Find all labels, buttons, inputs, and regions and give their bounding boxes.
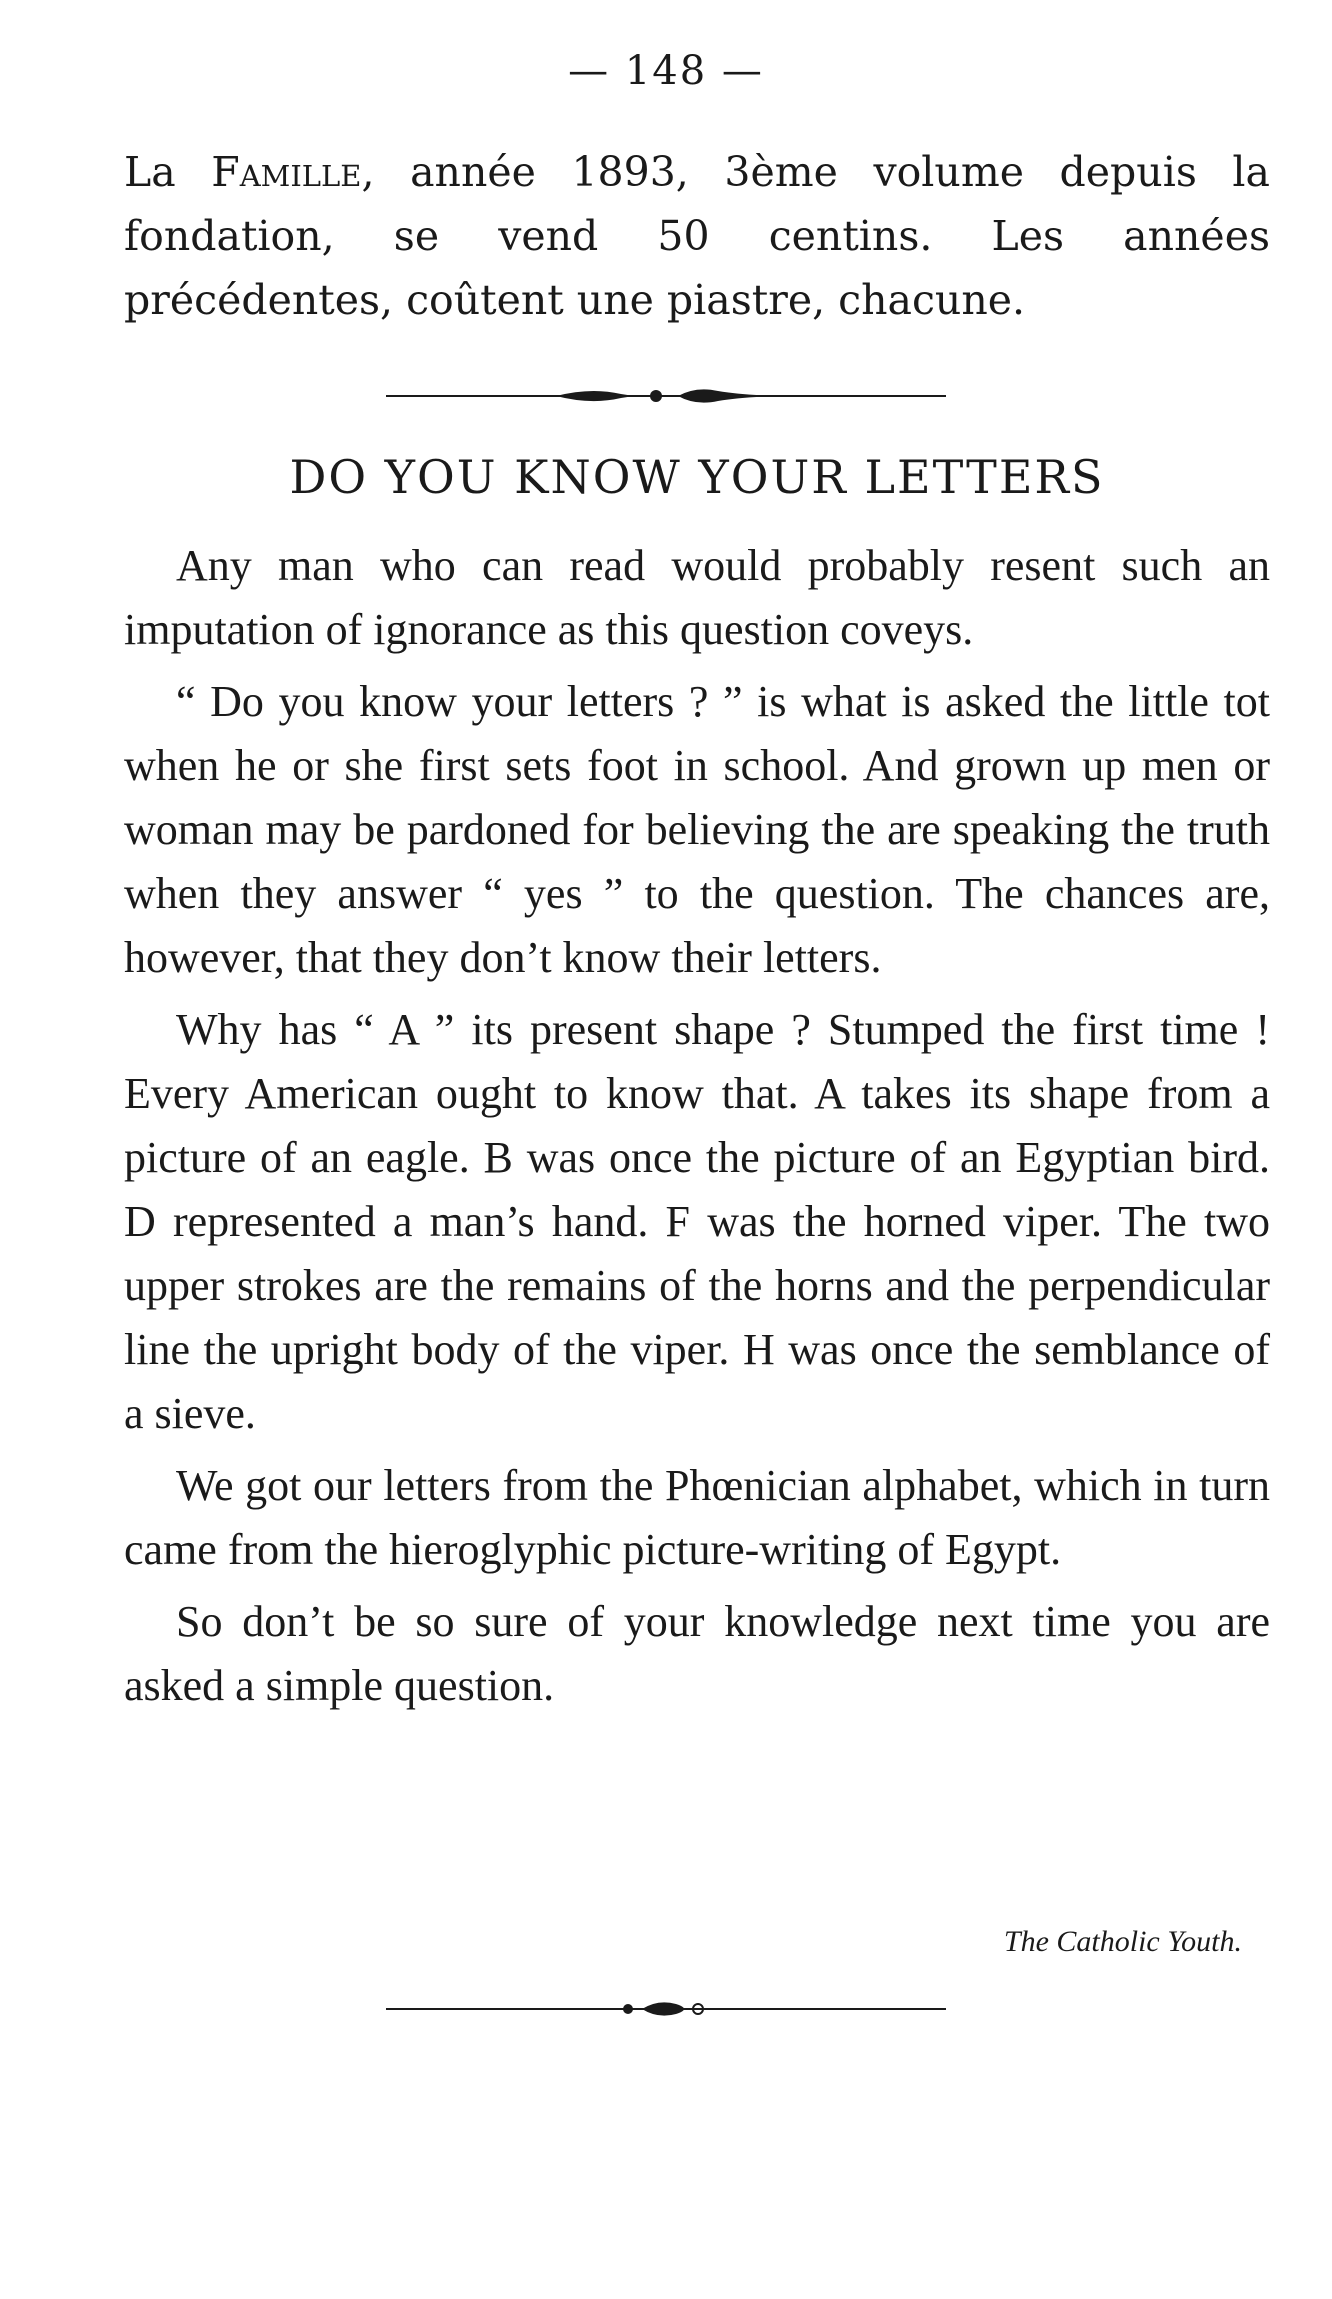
ornament-divider-top (0, 381, 1332, 411)
article-body (124, 534, 1270, 1718)
article-heading: DO YOU KNOW YOUR LETTERS (289, 450, 1105, 504)
article-attribution: The Catholic Youth. (1003, 1925, 1242, 1958)
paragraph: Any man who can read would probably resent such an imputation of ignorance as this question coveys. (124, 541, 1270, 654)
intro-lead: La (124, 148, 212, 196)
paragraph: We got our letters from the Phœnician alphabet, which in turn came from the hieroglyphic picture-writing of Egypt. (124, 1461, 1270, 1574)
intro-paragraph (124, 140, 1270, 332)
page-number: — 148 — (568, 48, 764, 94)
intro-publication-title: Famille (211, 148, 362, 196)
intro-rest: , année 1893, 3ème volume depuis la fondation, se vend 50 centins. Les années précédentes, coûtent une piastre, chacune. (124, 148, 1270, 324)
divider-flourish-icon (386, 1994, 946, 2024)
ornament-divider-bottom (0, 1994, 1332, 2024)
paragraph: “ Do you know your letters ? ” is what is asked the little tot when he or she first sets foot in school. And grown up men or woman may be pardoned for believing the are speaking the truth when they answer “ yes ” to the question. The chances are, however, that they don’t know their letters. (124, 677, 1270, 982)
paragraph: So don’t be so sure of your knowledge next time you are asked a simple question. (124, 1597, 1270, 1710)
paragraph: Why has “ A ” its present shape ? Stumped the first time ! Every American ought to know that. A takes its shape from a picture of an eagle. B was once the picture of an Egyptian bird. D represented a man’s hand. F was the horned viper. The two upper strokes are the remains of the horns and the perpendicular line the upright body of the viper. H was once the semblance of a sieve. (124, 1005, 1270, 1438)
divider-flourish-icon (386, 381, 946, 411)
